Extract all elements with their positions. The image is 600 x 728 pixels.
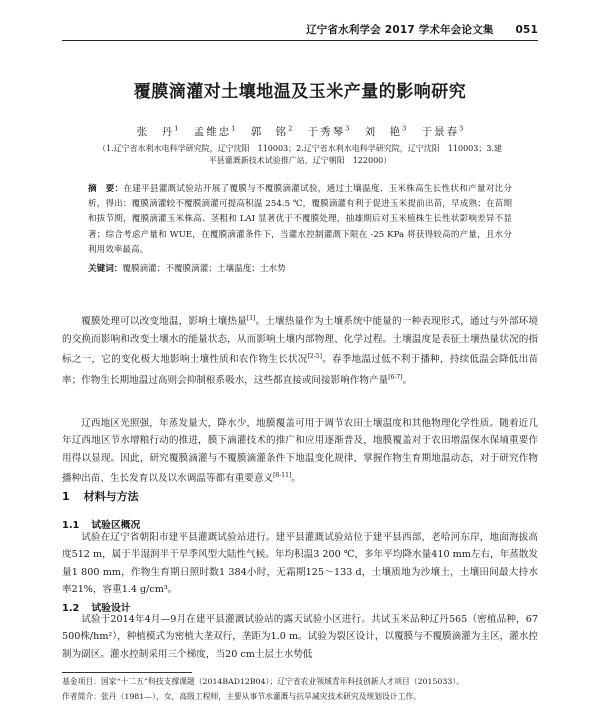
abstract <box>88 182 512 258</box>
subsection-heading: 1.1 试验区概况 <box>62 520 141 531</box>
page-number: 051 <box>515 24 538 36</box>
journal-name: 辽宁省水利学会 2017 学术年会论文集 <box>306 24 494 36</box>
citation-marker: [8-11] <box>273 472 292 480</box>
abstract-label: 摘 要： <box>88 184 124 194</box>
author: 于秀琴$^3$ <box>307 124 350 138</box>
section-heading: 1 材料与方法 <box>62 490 139 503</box>
keywords-label: 关键词： <box>88 264 123 274</box>
author-list <box>60 124 540 139</box>
intro-paragraph: 覆膜处理可以改变地温，影响土壤热量[1]。土壤热量作为土壤系统中能量的一种表现形式，通过与外部环境的交换而影响和改变土壤水的能量状态，从而影响土壤内部物理、化学过程。土壤温度是表征土壤热量状况的指标之一，它的变化极大地影响土壤性质和农作物生长状况[2-5]。春季地温过低不利于播种，持续低温会降低出苗率；作物生长期地温过高则会抑制根系吸水，这些都直接或间接影响作物产量[6-7]。 <box>62 315 539 386</box>
paper-title: 覆膜滴灌对土壤地温及玉米产量的影响研究 <box>133 82 467 102</box>
author: 刘 艳$^3$ <box>364 124 407 138</box>
keywords-text: 覆膜滴灌；不覆膜滴灌；土壤温度；土水势 <box>122 264 286 274</box>
subsection-heading: 1.2 试验设计 <box>62 603 131 614</box>
citation-marker: [2-5] <box>307 353 322 360</box>
intro-paragraph: 辽西地区光照强，年蒸发量大，降水少，地膜覆盖可用于调节农田土壤温度和其他物理化学性质。随着近几年辽西地区节水增粮行动的推进，膜下滴灌技术的推广和应用逐渐普及，地膜覆盖对于农田增温保水保墒重要作用得以显现。因此，研究覆膜滴灌与不覆膜滴灌条件下地温变化规律，掌握作物生育期地温动态，对于研究作物播种出苗、生长发育以及以水调温等都有重要意义[8-11]。 <box>62 418 538 485</box>
author: 张 丹$^1$ <box>136 124 179 138</box>
affiliations: （1.辽宁省水利水电科学研究院，辽宁沈阳 110003；2.辽宁省水利水电科学研究院，辽宁沈阳 110003；3.建平县灌溉新技术试验推广站，辽宁朝阳 122000） <box>98 144 502 165</box>
keywords <box>88 262 512 274</box>
body-paragraph: 试验在辽宁省朝阳市建平县灌溉试验站进行。建平县灌溉试验站位于建平县西部，老哈河东岸，地面海拔高度512 m，属于半湿润半干旱季风型大陆性气候。年均积温3 200 ℃，多年平均降水量410 mm左右，年蒸散发量1 800 mm，作物生育期日照时数1 384小时，无霜期125～133 d，土壤质地为沙壤土，土壤田间最大持水率21%，容重1.4 g/cm³。 <box>62 532 538 596</box>
citation-marker: [6-7] <box>388 373 403 381</box>
body-paragraph: 试验于2014年4月—9月在建平县灌溉试验站的露天试验小区进行。共试玉米品种辽丹565（密植品种，67 500株/hm²），种植模式为密植大垄双行，垄距为1.0 m。试验为裂区设计，以覆膜与不覆膜滴灌为主区，灌水控制为副区。灌水控制采用三个梯度，当20 cm土层土水势低 <box>62 614 538 660</box>
footnote-rule <box>62 672 192 673</box>
footnote-author: 作者简介：张丹（1981—），女，高级工程师，主要从事节水灌溉与抗旱减灾技术研究及规划设计工作。 <box>62 692 422 701</box>
citation-marker: [1] <box>246 315 256 322</box>
author: 孟维忠$^1$ <box>193 124 236 138</box>
running-header <box>62 22 538 41</box>
author: 于景春$^3$ <box>421 124 464 138</box>
footnote-fund: 基金项目：国家“十二五”科技支撑课题（2014BAD12B04）；辽宁省农业领域青年科技创新人才项目（2015033）。 <box>62 677 464 686</box>
author: 郭 铭$^2$ <box>250 124 293 138</box>
abstract-text: 在建平县灌溉试验站开展了覆膜与不覆膜滴灌试验，通过土壤温度、玉米株高生长性状和产量对比分析，得出：覆膜滴灌较不覆膜滴灌可提高积温 254.5 ℃，覆膜滴灌有利于促进玉米提前出苗，早成熟；在苗期和拔节期，覆膜滴灌玉米株高、茎粗和 LAI 显著优于不覆膜处理，抽雄期后对玉米植株生长性状影响差异不显著；综合考虑产量和 WUE，在覆膜滴灌条件下，当灌水控制灌溉下限在 -25 KPa 将获得较高的产量，且水分利用效率最高。 <box>88 184 512 255</box>
